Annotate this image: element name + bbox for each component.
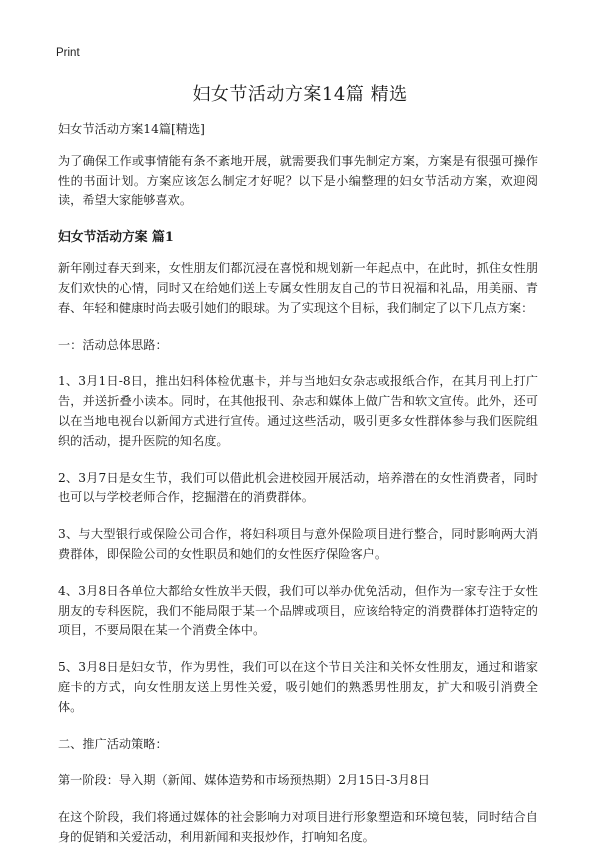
- intro-paragraph: 为了确保工作或事情能有条不紊地开展，就需要我们事先制定方案，方案是有很强可操作性的书面计划。方案应该怎么制定才好呢？以下是小编整理的妇女节活动方案，欢迎阅读，希望大家能够喜欢。: [58, 153, 538, 208]
- part2-title: 二、推广活动策略：: [58, 736, 168, 751]
- list-item: 4、3月8日各单位大都给女性放半天假，我们可以举办优免活动，但作为一家专注于女性朋友的专科医院，我们不能局限于某一个品牌或项目，应该给特定的消费群体打造特定的项目，不要局限在某一个消费全体中。: [58, 583, 538, 638]
- article-body: [58, 120, 538, 865]
- print-link[interactable]: Print: [56, 47, 80, 59]
- phase1-title: 第一阶段：导入期（新闻、媒体造势和市场预热期）2月15日-3月8日: [58, 773, 430, 788]
- article-subtitle: 妇女节活动方案14篇[精选]: [58, 122, 205, 136]
- list-item: 2、3月7日是女生节，我们可以借此机会进校园开展活动，培养潜在的女性消费者，同时也可以与学校老师合作，挖掘潜在的消费群体。: [58, 470, 538, 505]
- list-item: 1、3月1日-8日，推出妇科体检优惠卡，并与当地妇女杂志或报纸合作，在其月刊上打广告，并送折叠小读本。同时，在其他报刊、杂志和媒体上做广告和软文宣传。此外，还可以在当地电视台以新闻方式进行宣传。通过这些活动，吸引更多女性群体参与我们医院组织的活动，提升医院的知名度。: [58, 374, 538, 448]
- section-heading: 妇女节活动方案 篇1: [58, 230, 174, 246]
- part1-title: 一：活动总体思路：: [58, 337, 168, 352]
- list-item: 5、3月8日是妇女节，作为男性，我们可以在这个节日关注和关怀女性朋友，通过和谐家庭卡的方式，向女性朋友送上男性关爱，吸引她们的熟悉男性朋友，扩大和吸引消费全体。: [58, 660, 538, 714]
- list-item: 3、与大型银行或保险公司合作，将妇科项目与意外保险项目进行整合，同时影响两大消费群体，即保险公司的女性职员和她们的女性医疗保险客户。: [58, 527, 538, 561]
- section-intro-paragraph: 新年刚过春天到来，女性朋友们都沉浸在喜悦和规划新一年起点中，在此时，抓住女性朋友们欢快的心情，同时又在给她们送上专属女性朋友自己的节日祝福和礼品，用美丽、青春、年轻和健康时尚去吸引她们的眼球。为了实现这个目标，我们制定了以下几点方案：: [58, 261, 538, 315]
- phase1-description: 在这个阶段，我们将通过媒体的社会影响力对项目进行形象塑造和环境包装，同时结合自身的促销和关爱活动，利用新闻和夹报炒作，打响知名度。: [58, 810, 538, 844]
- page-title: 妇女节活动方案14篇 精选: [192, 84, 408, 105]
